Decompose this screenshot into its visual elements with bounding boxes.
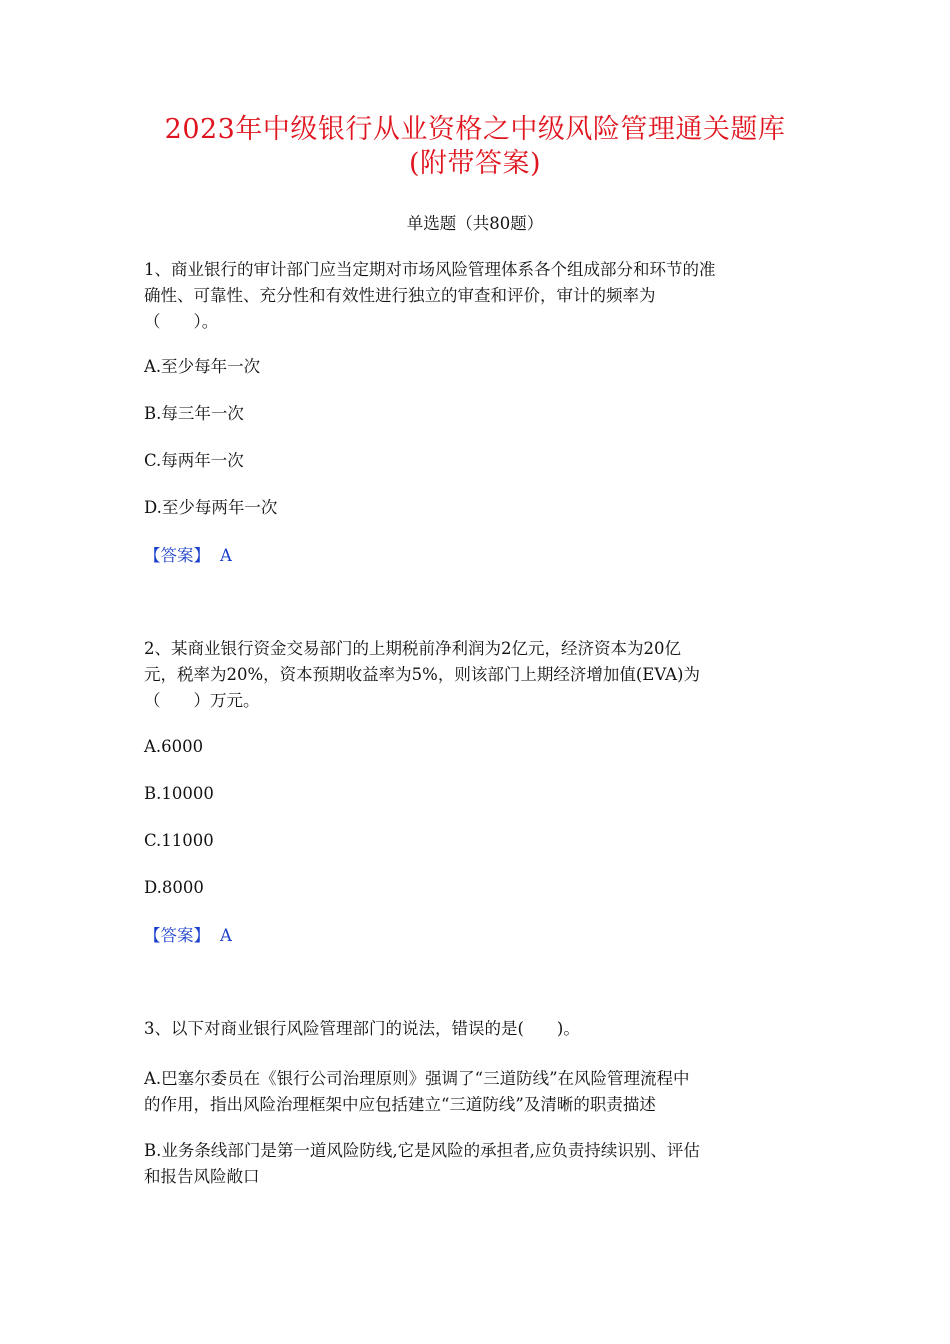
- answer-tag: 【答案】: [144, 546, 210, 565]
- question-3-stem: [144, 1016, 814, 1042]
- question-1-stem: [144, 257, 814, 335]
- option-line: A.巴塞尔委员在《银行公司治理原则》强调了“三道防线”在风险管理流程中: [144, 1069, 690, 1088]
- question-1-option-b: B.每三年一次: [144, 404, 244, 423]
- question-3-option-a: [144, 1066, 814, 1118]
- option-line: 和报告风险敞口: [144, 1167, 260, 1186]
- question-2-stem: [144, 636, 814, 714]
- question-1-option-c: C.每两年一次: [144, 451, 244, 470]
- question-2-option-a: A.6000: [144, 737, 204, 756]
- question-1-line: （ ）。: [144, 312, 219, 331]
- question-1-answer: [144, 545, 232, 567]
- option-line: 的作用，指出风险治理框架中应包括建立“三道防线”及清晰的职责描述: [144, 1095, 656, 1114]
- question-1-line: 1、商业银行的审计部门应当定期对市场风险管理体系各个组成部分和环节的准: [144, 260, 716, 279]
- document-subtitle: (附带答案): [408, 148, 542, 179]
- question-2-line: 2、某商业银行资金交易部门的上期税前净利润为2亿元，经济资本为20亿: [144, 639, 681, 658]
- answer-value: A: [220, 546, 232, 565]
- document-title: 2023年中级银行从业资格之中级风险管理通关题库: [164, 114, 786, 145]
- answer-tag: 【答案】: [144, 926, 210, 945]
- question-2-option-b: B.10000: [144, 784, 214, 803]
- question-2-option-d: D.8000: [144, 878, 204, 897]
- question-2-answer: [144, 925, 232, 947]
- question-3-option-b: [144, 1138, 814, 1190]
- question-1-line: 确性、可靠性、充分性和有效性进行独立的审查和评价，审计的频率为: [144, 286, 656, 305]
- question-1-option-d: D.至少每两年一次: [144, 498, 278, 517]
- question-3-line: 3、以下对商业银行风险管理部门的说法，错误的是( )。: [144, 1019, 580, 1038]
- question-2-line: 元，税率为20%，资本预期收益率为5%，则该部门上期经济增加值(EVA)为: [144, 665, 700, 684]
- section-heading: 单选题（共80题）: [406, 214, 544, 233]
- answer-value: A: [220, 926, 232, 945]
- option-line: B.业务条线部门是第一道风险防线,它是风险的承担者,应负责持续识别、评估: [144, 1141, 700, 1160]
- question-1-option-a: A.至少每年一次: [144, 357, 261, 376]
- question-2-option-c: C.11000: [144, 831, 214, 850]
- question-2-line: （ ）万元。: [144, 691, 260, 710]
